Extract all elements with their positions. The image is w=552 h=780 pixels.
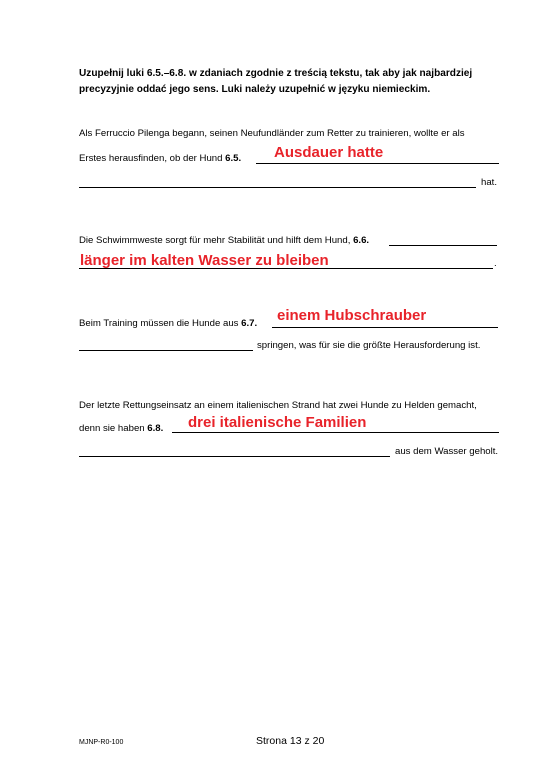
q68-suffix: aus dem Wasser geholt. xyxy=(395,446,499,457)
q67-number: 6.7. xyxy=(241,318,258,329)
q67-suffix: springen, was für sie die größte Herausforderung ist. xyxy=(257,340,481,351)
q66-prefix: Die Schwimmweste sorgt für mehr Stabilität und hilft dem Hund, xyxy=(79,235,354,246)
q68-number: 6.8. xyxy=(147,423,164,434)
instruction-line-2: precyzyjnie oddać jego sens. Luki należy uzupełnić w języku niemieckim. xyxy=(79,84,431,95)
q68-gap-1[interactable] xyxy=(172,432,499,433)
q66-suffix: . xyxy=(494,258,497,269)
q68-prefix: denn sie haben xyxy=(79,423,148,434)
q66-number: 6.6. xyxy=(353,235,370,246)
q65-prefix: Erstes herausfinden, ob der Hund xyxy=(79,153,226,164)
q68-gap-2[interactable] xyxy=(79,456,390,457)
q65-number: 6.5. xyxy=(225,153,242,164)
q67-prefix: Beim Training müssen die Hunde aus xyxy=(79,318,242,329)
footer-code: MJNP-R0-100 xyxy=(79,739,124,746)
instruction-line-1: Uzupełnij luki 6.5.–6.8. w zdaniach zgodnie z treścią tekstu, tak aby jak najbardziej xyxy=(79,68,473,79)
q65-answer: Ausdauer hatte xyxy=(274,144,384,161)
q65-gap-1[interactable] xyxy=(256,163,499,164)
q66-gap-1[interactable] xyxy=(389,245,497,246)
q66-answer: länger im kalten Wasser zu bleiben xyxy=(80,252,329,269)
q67-gap-2[interactable] xyxy=(79,350,253,351)
q68-line-2 xyxy=(79,423,163,435)
q67-line-1 xyxy=(79,318,257,330)
q65-suffix: hat. xyxy=(481,177,498,188)
q65-gap-2[interactable] xyxy=(79,187,476,188)
q68-line-1: Der letzte Rettungseinsatz an einem italienischen Strand hat zwei Hunde zu Helden gemacht, xyxy=(79,400,477,411)
q65-line-2 xyxy=(79,153,241,165)
q66-line-1 xyxy=(79,235,369,247)
q67-answer: einem Hubschrauber xyxy=(277,307,427,324)
q65-line-1: Als Ferruccio Pilenga begann, seinen Neufundländer zum Retter zu trainieren, wollte er als xyxy=(79,128,465,139)
q67-gap-1[interactable] xyxy=(272,327,498,328)
task-instruction xyxy=(79,66,472,98)
footer-page-number: Strona 13 z 20 xyxy=(256,735,325,747)
q68-answer: drei italienische Familien xyxy=(188,414,367,431)
